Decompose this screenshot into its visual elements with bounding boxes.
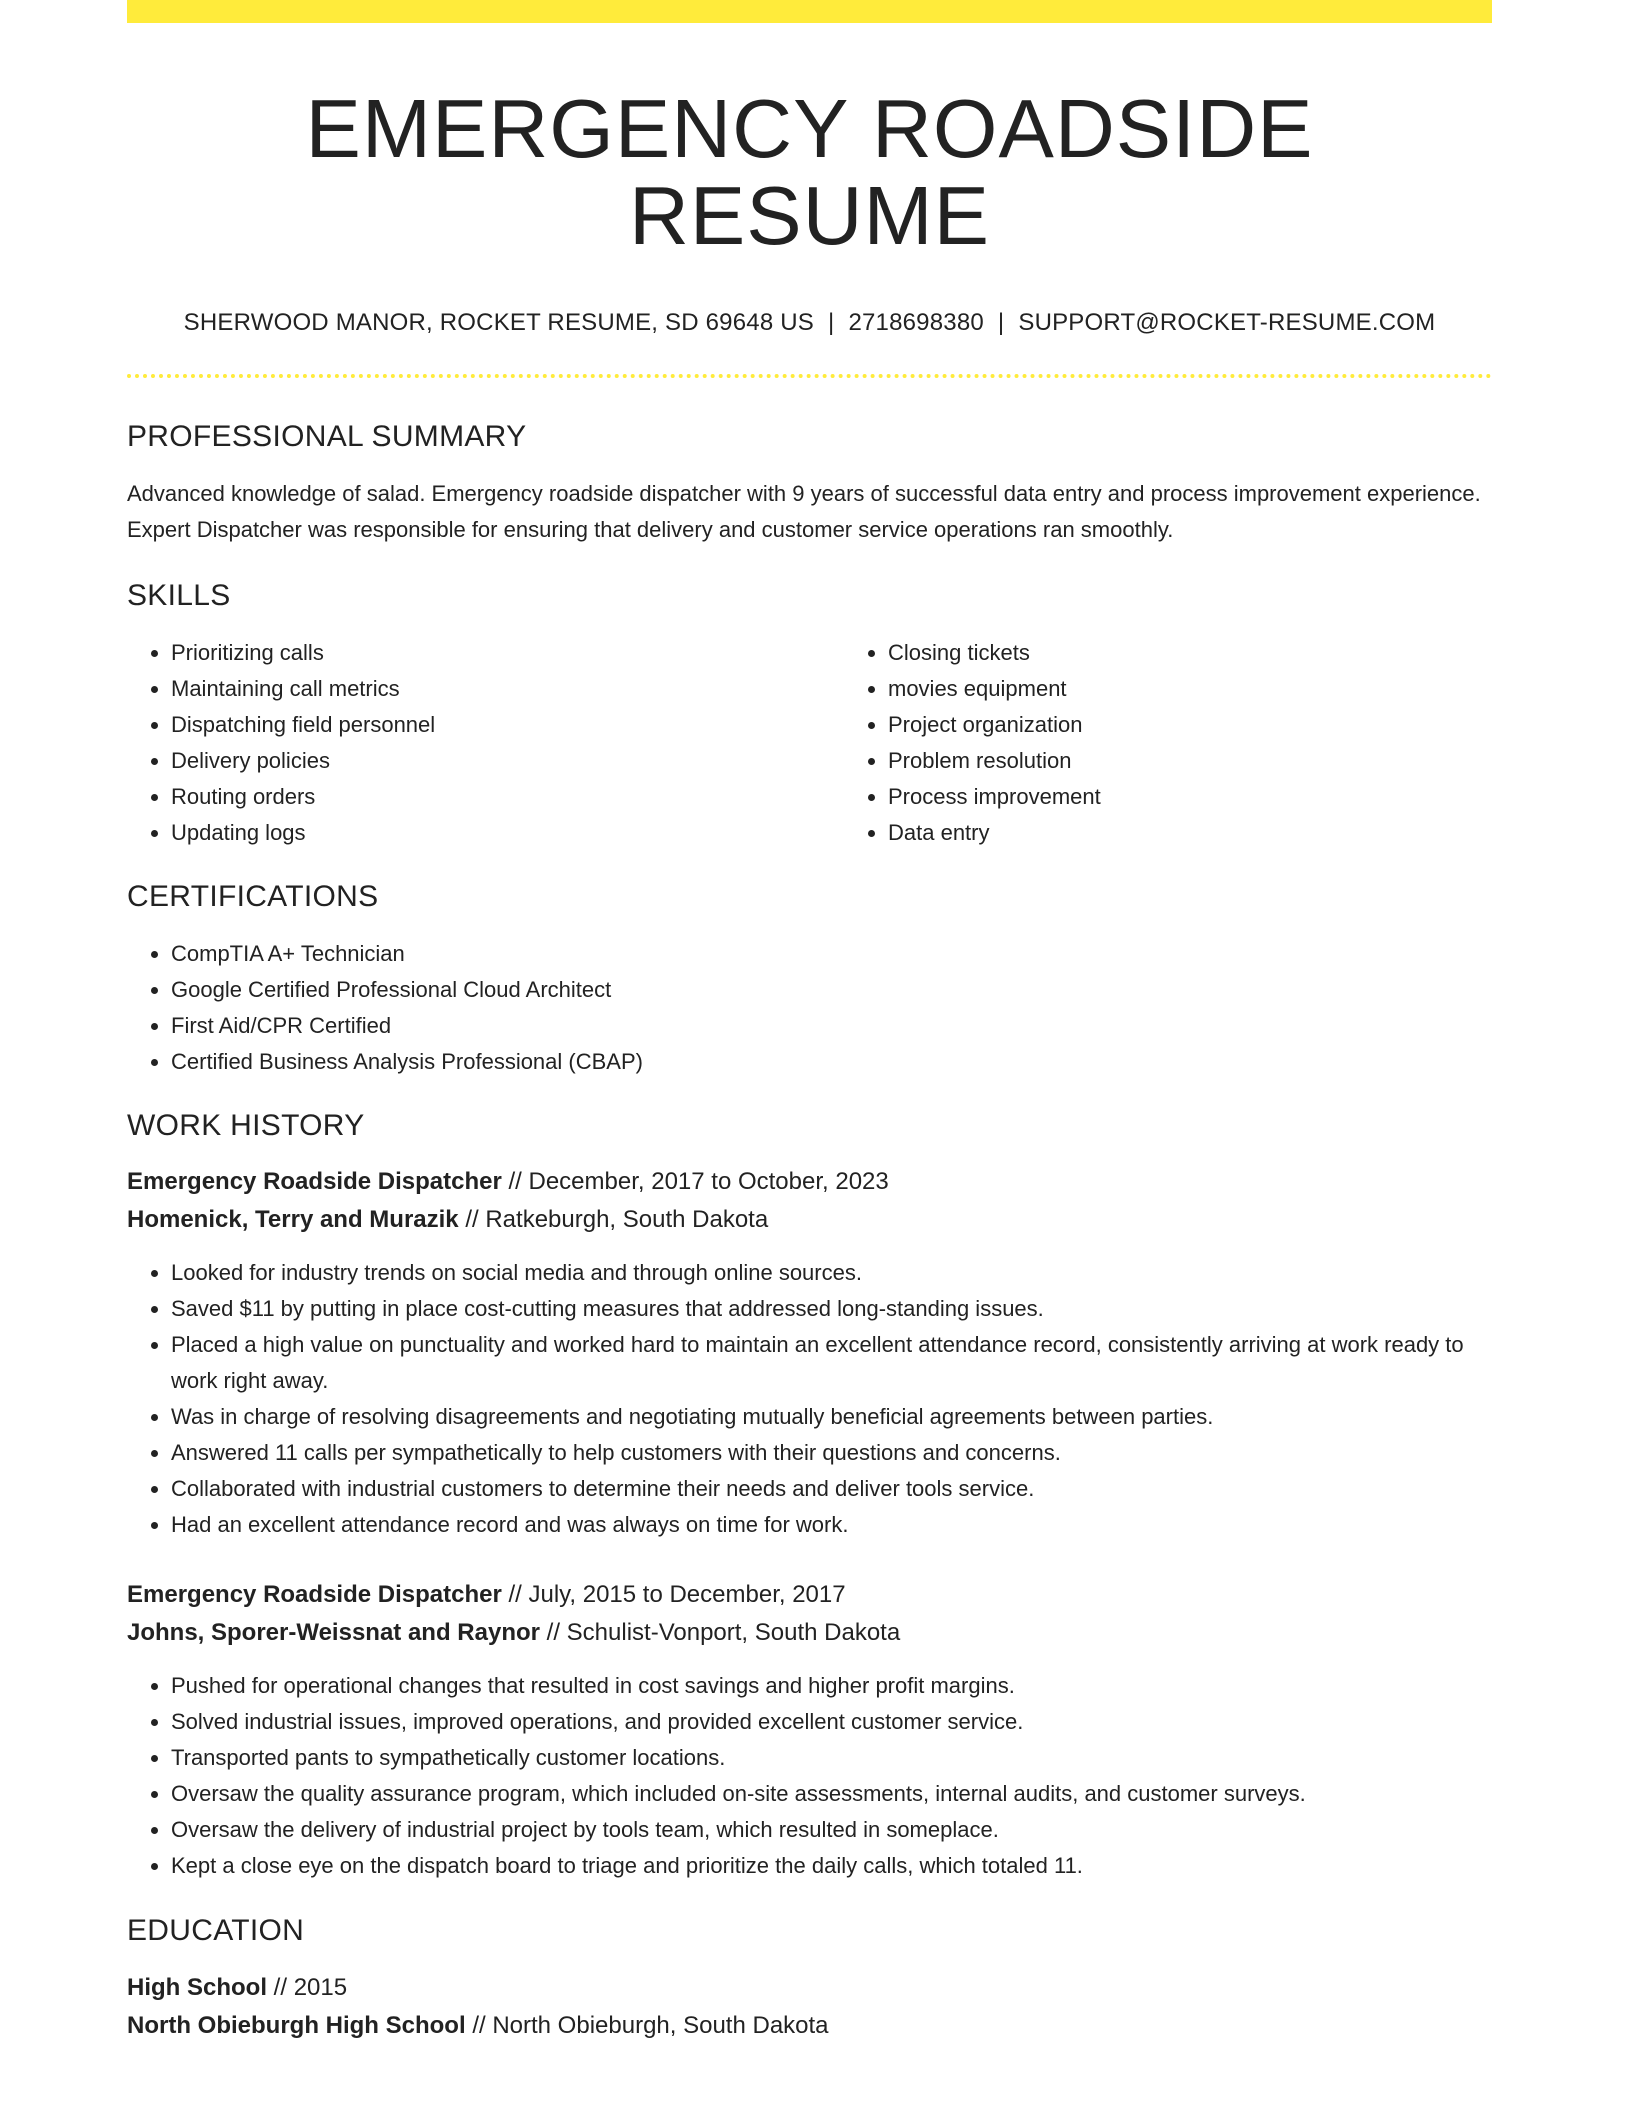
education-year: 2015 bbox=[293, 1974, 348, 2002]
job-bullet: • Transported pants to sympathetically customer locations. bbox=[171, 1740, 1492, 1776]
job-company: Homenick, Terry and Murazik bbox=[127, 1206, 459, 1234]
skills-right-list bbox=[844, 635, 1561, 851]
education-entry bbox=[127, 1969, 1492, 2045]
certification-item: • Certified Business Analysis Professional (CBAP) bbox=[171, 1044, 1492, 1080]
skill-item: • Process improvement bbox=[888, 779, 1561, 815]
education-heading: EDUCATION bbox=[127, 1914, 305, 1948]
certification-item: • Google Certified Professional Cloud Architect bbox=[171, 972, 1492, 1008]
job-role: Emergency Roadside Dispatcher bbox=[127, 1168, 502, 1196]
resume-page bbox=[127, 0, 1492, 2045]
contact-separator: | bbox=[828, 309, 835, 337]
skill-item: • Project organization bbox=[888, 707, 1561, 743]
education-degree-line bbox=[127, 1969, 1492, 2007]
job-bullet: • Had an excellent attendance record and was always on time for work. bbox=[171, 1507, 1492, 1543]
skill-item: • Closing tickets bbox=[888, 635, 1561, 671]
job-location: Schulist-Vonport, South Dakota bbox=[566, 1619, 901, 1647]
skills-left-list bbox=[127, 635, 844, 851]
skill-item: • Maintaining call metrics bbox=[171, 671, 844, 707]
skill-item: • Prioritizing calls bbox=[171, 635, 844, 671]
job-location: Ratkeburgh, South Dakota bbox=[485, 1206, 769, 1234]
work-history-heading: WORK HISTORY bbox=[127, 1109, 365, 1143]
job-company-line bbox=[127, 1614, 1492, 1652]
certifications-heading: CERTIFICATIONS bbox=[127, 880, 379, 914]
job-dates: July, 2015 to December, 2017 bbox=[528, 1581, 846, 1609]
certifications-list bbox=[127, 936, 1492, 1080]
job-bullet: • Kept a close eye on the dispatch board to triage and prioritize the daily calls, which totaled 11. bbox=[171, 1848, 1492, 1884]
job-bullet: • Pushed for operational changes that resulted in cost savings and higher profit margins. bbox=[171, 1668, 1492, 1704]
dotted-divider bbox=[127, 374, 1492, 378]
job-company-line bbox=[127, 1201, 1492, 1239]
contact-separator: | bbox=[997, 309, 1005, 337]
accent-top-bar bbox=[127, 0, 1492, 23]
education-location: North Obieburgh, South Dakota bbox=[492, 2012, 829, 2040]
job-header bbox=[127, 1576, 1492, 1652]
job-role: Emergency Roadside Dispatcher bbox=[127, 1581, 502, 1609]
job-bullet: • Looked for industry trends on social media and through online sources. bbox=[171, 1255, 1492, 1291]
job-bullet: • Solved industrial issues, improved operations, and provided excellent customer service. bbox=[171, 1704, 1492, 1740]
job-bullet: • Collaborated with industrial customers to determine their needs and deliver tools service. bbox=[171, 1471, 1492, 1507]
joiner: // bbox=[273, 1974, 288, 2002]
job-bullets bbox=[127, 1255, 1492, 1543]
contact-line bbox=[127, 309, 1492, 337]
education-school-line bbox=[127, 2007, 1492, 2045]
job-bullet: • Was in charge of resolving disagreements and negotiating mutually beneficial agreements between parties. bbox=[171, 1399, 1492, 1435]
skill-item: • movies equipment bbox=[888, 671, 1561, 707]
summary-text: Advanced knowledge of salad. Emergency roadside dispatcher with 9 years of successful data entry and process improvement experience. Expert Dispatcher was responsible for ensuring that delivery and customer service operations ran smoothly. bbox=[127, 481, 1481, 543]
contact-phone: 2718698380 bbox=[848, 309, 984, 337]
joiner: // bbox=[472, 2012, 486, 2040]
summary-heading: PROFESSIONAL SUMMARY bbox=[127, 420, 527, 454]
job-header bbox=[127, 1163, 1492, 1239]
joiner: // bbox=[546, 1619, 560, 1647]
job-bullet: • Saved $11 by putting in place cost-cutting measures that addressed long-standing issues. bbox=[171, 1291, 1492, 1327]
job-role-line bbox=[127, 1163, 1492, 1201]
job-role-line bbox=[127, 1576, 1492, 1614]
job-bullet: • Placed a high value on punctuality and worked hard to maintain an excellent attendance record, consistently arriving at work ready to work right away. bbox=[171, 1327, 1492, 1399]
job-bullets bbox=[127, 1668, 1492, 1884]
resume-title: EMERGENCY ROADSIDE RESUME bbox=[305, 82, 1314, 263]
joiner: // bbox=[508, 1581, 522, 1609]
skill-item: • Data entry bbox=[888, 815, 1561, 851]
contact-address: SHERWOOD MANOR, ROCKET RESUME, SD 69648 US bbox=[183, 309, 814, 337]
contact-email: SUPPORT@ROCKET-RESUME.COM bbox=[1018, 309, 1436, 337]
skill-item: • Routing orders bbox=[171, 779, 844, 815]
skill-item: • Updating logs bbox=[171, 815, 844, 851]
job-bullet: • Answered 11 calls per sympathetically to help customers with their questions and concerns. bbox=[171, 1435, 1492, 1471]
job-company: Johns, Sporer-Weissnat and Raynor bbox=[127, 1619, 540, 1647]
certification-item: • First Aid/CPR Certified bbox=[171, 1008, 1492, 1044]
job-bullet: • Oversaw the delivery of industrial project by tools team, which resulted in someplace. bbox=[171, 1812, 1492, 1848]
job-bullet: • Oversaw the quality assurance program, which included on-site assessments, internal audits, and customer surveys. bbox=[171, 1776, 1492, 1812]
skills-heading: SKILLS bbox=[127, 579, 231, 613]
education-degree: High School bbox=[127, 1974, 267, 2002]
certification-item: • CompTIA A+ Technician bbox=[171, 936, 1492, 972]
job-dates: December, 2017 to October, 2023 bbox=[528, 1168, 889, 1196]
skill-item: • Dispatching field personnel bbox=[171, 707, 844, 743]
skill-item: • Delivery policies bbox=[171, 743, 844, 779]
joiner: // bbox=[465, 1206, 479, 1234]
skills-grid bbox=[127, 635, 1492, 851]
joiner: // bbox=[508, 1168, 522, 1196]
education-school: North Obieburgh High School bbox=[127, 2012, 466, 2040]
skill-item: • Problem resolution bbox=[888, 743, 1561, 779]
